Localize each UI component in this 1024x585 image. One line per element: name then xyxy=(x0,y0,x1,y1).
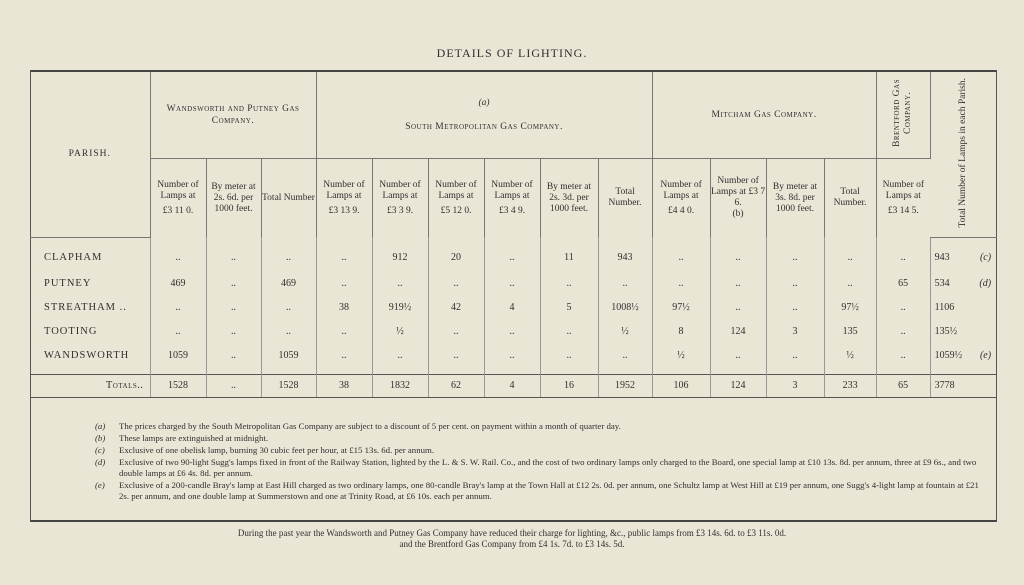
table-cell: .. xyxy=(206,296,261,320)
table-cell: .. xyxy=(652,237,710,272)
footnote-mark: (c) xyxy=(979,252,992,263)
totals-cell: 1528 xyxy=(261,374,316,397)
totals-cell: .. xyxy=(206,374,261,397)
table-cell: .. xyxy=(316,320,372,344)
table-cell: .. xyxy=(710,272,766,296)
s4-header: Number of Lamps at £3 4 9. xyxy=(484,159,540,238)
footnote: (a) The prices charged by the South Metropolitan Gas Company are subject to a discount of 5 per cent. on payment within a month of quarter day. xyxy=(95,421,621,431)
table-cell: .. xyxy=(428,344,484,368)
m1-header: Number of Lamps at £4 4 0. xyxy=(652,159,710,238)
table-cell: .. xyxy=(710,237,766,272)
totals-cell: 1528 xyxy=(150,374,206,397)
totals-cell: 233 xyxy=(824,374,876,397)
s5-header: By meter at 2s. 3d. per 1000 feet. xyxy=(540,159,598,238)
table-cell: .. xyxy=(206,272,261,296)
table-cell: 1059 xyxy=(150,344,206,368)
totals-label: Totals.. xyxy=(30,374,150,397)
footnote: (d) Exclusive of two 90-light Sugg's lamps fixed in front of the Railway Station, lighted by the L. & S. W. Rail. Co., and the cost of two ordinary lamps only charged to the Board, one special lamp at £10 13s. 8d. per annum, three at £9 6s., and two double lamps at £6 4s. 8d. per annum. xyxy=(95,457,977,478)
totals-cell: 3 xyxy=(766,374,824,397)
totals-cell: 124 xyxy=(710,374,766,397)
mitcham-company-header: Mitcham Gas Company. xyxy=(652,72,876,159)
totals-cell: 1832 xyxy=(372,374,428,397)
table-cell: 919½ xyxy=(372,296,428,320)
table-cell: .. xyxy=(484,344,540,368)
footer-line-1: During the past year the Wandsworth and Putney Gas Company have reduced their charge for lighting, &c., public lamps from £3 14s. 6d. to £3 11s. 0d. xyxy=(237,528,787,538)
grand-total: 3778 xyxy=(930,374,997,397)
table-cell: 943 xyxy=(598,237,652,272)
table-cell: .. xyxy=(710,296,766,320)
table-cell: .. xyxy=(540,272,598,296)
parish-total-value: 135½ xyxy=(934,326,958,337)
totals-cell: 38 xyxy=(316,374,372,397)
table-cell: 124 xyxy=(710,320,766,344)
table-cell: .. xyxy=(710,344,766,368)
w3-header: Total Number xyxy=(261,159,316,238)
parish-name: PUTNEY xyxy=(30,272,150,296)
table-cell: .. xyxy=(766,237,824,272)
table-cell: .. xyxy=(261,237,316,272)
table-cell: 65 xyxy=(876,272,930,296)
totals-cell: 16 xyxy=(540,374,598,397)
table-cell: .. xyxy=(150,320,206,344)
footer-text xyxy=(0,528,1024,550)
b1-header: Number of Lamps at £3 14 5. xyxy=(882,179,925,216)
table-cell: 3 xyxy=(766,320,824,344)
w1-header: Number of Lamps at £3 11 0. xyxy=(150,159,206,238)
table-cell: .. xyxy=(540,344,598,368)
table-cell: .. xyxy=(540,320,598,344)
s6-header: Total Number. xyxy=(598,159,652,238)
table-cell: 469 xyxy=(150,272,206,296)
table-cell: ½ xyxy=(598,320,652,344)
table-cell: .. xyxy=(206,237,261,272)
totals-cell: 65 xyxy=(876,374,930,397)
table-cell: .. xyxy=(372,272,428,296)
parish-total-value: 534 xyxy=(934,278,950,289)
table-cell: 1059 xyxy=(261,344,316,368)
parish-name: TOOTING xyxy=(30,320,150,344)
footer-line-2: and the Brentford Gas Company from £4 1s. 7d. to £3 14s. 5d. xyxy=(399,539,625,549)
totals-cell: 1952 xyxy=(598,374,652,397)
table-cell: .. xyxy=(766,344,824,368)
table-cell: .. xyxy=(428,320,484,344)
footnotes xyxy=(95,421,985,503)
table-cell: .. xyxy=(150,296,206,320)
table-cell: .. xyxy=(316,237,372,272)
table-cell: 135 xyxy=(824,320,876,344)
table-cell: .. xyxy=(484,320,540,344)
s3-header: Number of Lamps at £5 12 0. xyxy=(428,159,484,238)
footnote: (c) Exclusive of one obelisk lamp, burning 30 cubic feet per hour, at £15 13s. 6d. per annum. xyxy=(95,445,435,455)
parish-header: PARISH. xyxy=(30,72,150,237)
footnote: (b) These lamps are extinguished at midnight. xyxy=(95,433,269,443)
table-cell: 97½ xyxy=(824,296,876,320)
parish-name: WANDSWORTH xyxy=(30,344,150,368)
table-cell: 38 xyxy=(316,296,372,320)
page-title: DETAILS OF LIGHTING. xyxy=(436,46,588,60)
table-cell: 912 xyxy=(372,237,428,272)
table-cell: 469 xyxy=(261,272,316,296)
table-cell: .. xyxy=(316,272,372,296)
table-cell: .. xyxy=(428,272,484,296)
table-body xyxy=(30,237,997,397)
table-cell: .. xyxy=(261,296,316,320)
table-cell: 1008½ xyxy=(598,296,652,320)
table-row xyxy=(30,272,997,296)
parish-total-value: 1059½ xyxy=(934,350,963,361)
south-met-company-header: (a) South Metropolitan Gas Company. xyxy=(316,72,652,159)
table-row xyxy=(30,344,997,368)
m2-header: Number of Lamps at £3 7 6. (b) xyxy=(710,159,766,238)
wandsworth-company-header: Wandsworth and Putney Gas Company. xyxy=(150,72,316,159)
parish-total-value: 943 xyxy=(934,252,950,263)
footnote-mark: (d) xyxy=(979,278,992,289)
table-cell: .. xyxy=(206,320,261,344)
table-cell: .. xyxy=(598,344,652,368)
table-row xyxy=(30,296,997,320)
parish-total xyxy=(930,272,997,296)
parish-name: STREATHAM .. xyxy=(30,296,150,320)
totals-cell: 106 xyxy=(652,374,710,397)
totals-cell: 62 xyxy=(428,374,484,397)
totals-row xyxy=(30,374,997,397)
footnote: (e) Exclusive of a 200-candle Bray's lamp at East Hill charged as two ordinary lamps, one 80-candle Bray's lamp at the Town Hall at £12 2s. 0d. per annum, one Schultz lamp at West Hill at £19 per annum, one Sugg's 4-light lamp at fountain at £21 2s. per annum, and one double lamp at Summerstown and one at Trinity Road, at £6 10s. each per annum. xyxy=(95,480,979,501)
table-cell: .. xyxy=(876,344,930,368)
table-cell: .. xyxy=(598,272,652,296)
s2-header: Number of Lamps at £3 3 9. xyxy=(372,159,428,238)
table-cell: ½ xyxy=(652,344,710,368)
m4-header: Total Number. xyxy=(824,159,876,238)
parish-name: CLAPHAM xyxy=(30,237,150,272)
table-cell: 97½ xyxy=(652,296,710,320)
table-cell: 11 xyxy=(540,237,598,272)
parish-total xyxy=(930,237,997,272)
table-row xyxy=(30,237,997,272)
table-cell: .. xyxy=(484,272,540,296)
table-cell: .. xyxy=(206,344,261,368)
w2-header: By meter at 2s. 6d. per 1000 feet. xyxy=(206,159,261,238)
table-cell: .. xyxy=(876,237,930,272)
table-cell: ½ xyxy=(824,344,876,368)
brentford-company-header: Brentford Gas Company. xyxy=(876,72,930,159)
table-cell: .. xyxy=(824,237,876,272)
table-cell: 20 xyxy=(428,237,484,272)
table-cell: .. xyxy=(766,272,824,296)
parish-total xyxy=(930,296,997,320)
table-cell: ½ xyxy=(372,320,428,344)
table-cell: .. xyxy=(372,344,428,368)
table-cell: .. xyxy=(824,272,876,296)
s1-header: Number of Lamps at £3 13 9. xyxy=(316,159,372,238)
table-cell: .. xyxy=(766,296,824,320)
table-cell: .. xyxy=(876,320,930,344)
m3-header: By meter at 3s. 8d. per 1000 feet. xyxy=(766,159,824,238)
table-cell: .. xyxy=(261,320,316,344)
table-cell: .. xyxy=(652,272,710,296)
table-cell: 42 xyxy=(428,296,484,320)
table-cell: 8 xyxy=(652,320,710,344)
parish-total xyxy=(930,320,997,344)
table-cell: 5 xyxy=(540,296,598,320)
total-lamps-header: Total Number of Lamps in each Parish. xyxy=(930,72,997,237)
parish-total xyxy=(930,344,997,368)
table-cell: 4 xyxy=(484,296,540,320)
table-cell: .. xyxy=(484,237,540,272)
lighting-table xyxy=(30,72,997,398)
table-row xyxy=(30,320,997,344)
parish-total-value: 1106 xyxy=(934,302,955,313)
footnote-mark: (e) xyxy=(979,350,992,361)
table-cell: .. xyxy=(876,296,930,320)
totals-cell: 4 xyxy=(484,374,540,397)
table-cell: .. xyxy=(150,237,206,272)
table-cell: .. xyxy=(316,344,372,368)
